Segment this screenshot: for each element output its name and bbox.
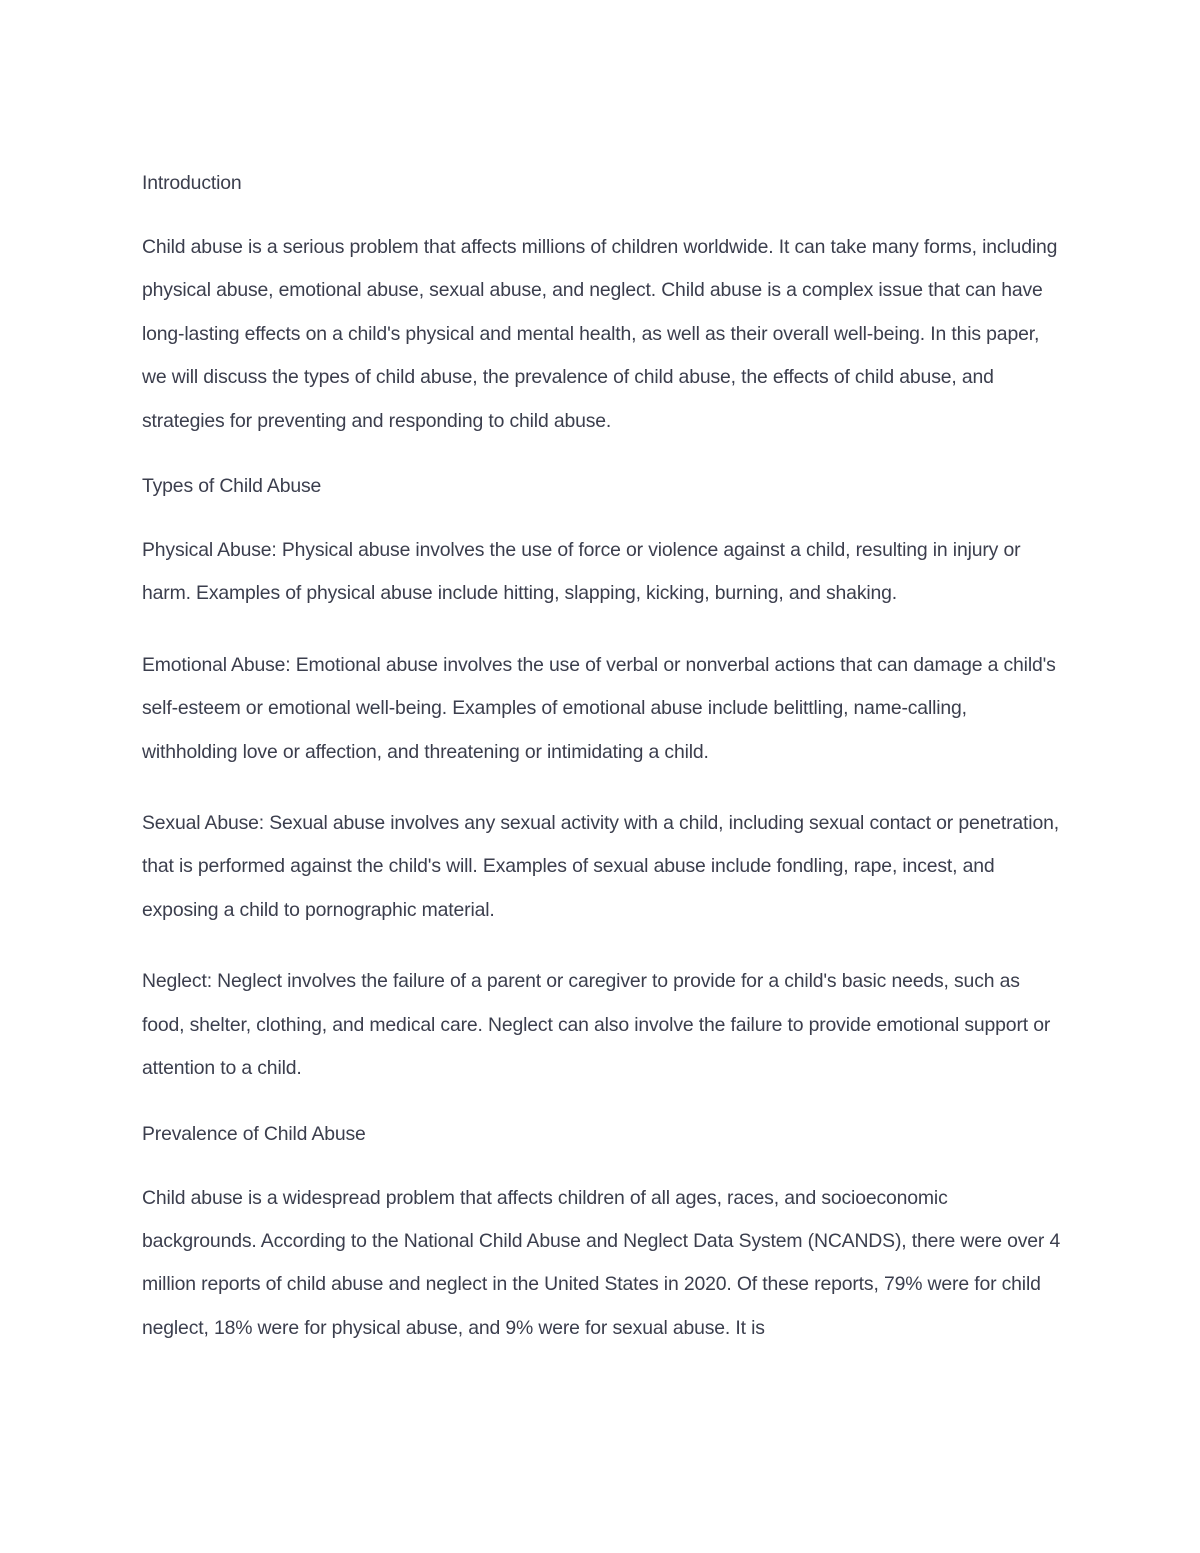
paragraph-prevalence: Child abuse is a widespread problem that affects children of all ages, races, and socioeconomic backgrounds. According to the National Child Abuse and Neglect Data System (NCANDS), there were over 4 million reports of child abuse and neglect in the United States in 2020. Of these reports, 79% were for child neglect, 18% were for physical abuse, and 9% were for sexual abuse. It is	[142, 1186, 1061, 1339]
section-heading-introduction: Introduction	[142, 172, 242, 194]
paragraph-neglect: Neglect: Neglect involves the failure of a parent or caregiver to provide for a child's basic needs, such as food, shelter, clothing, and medical care. Neglect can also involve the failure to provide emotional support or attention to a child.	[142, 970, 1051, 1080]
paragraph-physical-abuse: Physical Abuse: Physical abuse involves the use of force or violence against a child, resulting in injury or harm. Examples of physical abuse include hitting, slapping, kicking, burning, and shaking.	[142, 539, 1021, 605]
paragraph-emotional-abuse: Emotional Abuse: Emotional abuse involves the use of verbal or nonverbal actions that can damage a child's self-esteem or emotional well-being. Examples of emotional abuse include belittling, name-calling, withholding love or affection, and threatening or intimidating a child.	[142, 653, 1056, 763]
paragraph-sexual-abuse: Sexual Abuse: Sexual abuse involves any sexual activity with a child, including sexual contact or penetration, that is performed against the child's will. Examples of sexual abuse include fondling, rape, incest, and exposing a child to pornographic material.	[142, 812, 1059, 921]
section-heading-prevalence: Prevalence of Child Abuse	[142, 1122, 366, 1145]
document-body	[142, 168, 1067, 1378]
section-heading-types: Types of Child Abuse	[142, 475, 322, 498]
paragraph-introduction: Child abuse is a serious problem that affects millions of children worldwide. It can take many forms, including physical abuse, emotional abuse, sexual abuse, and neglect. Child abuse is a complex issue that can have long-lasting effects on a child's physical and mental health, as well as their overall well-being. In this paper, we will discuss the types of child abuse, the prevalence of child abuse, the effects of child abuse, and strategies for preventing and responding to child abuse.	[142, 236, 1058, 432]
